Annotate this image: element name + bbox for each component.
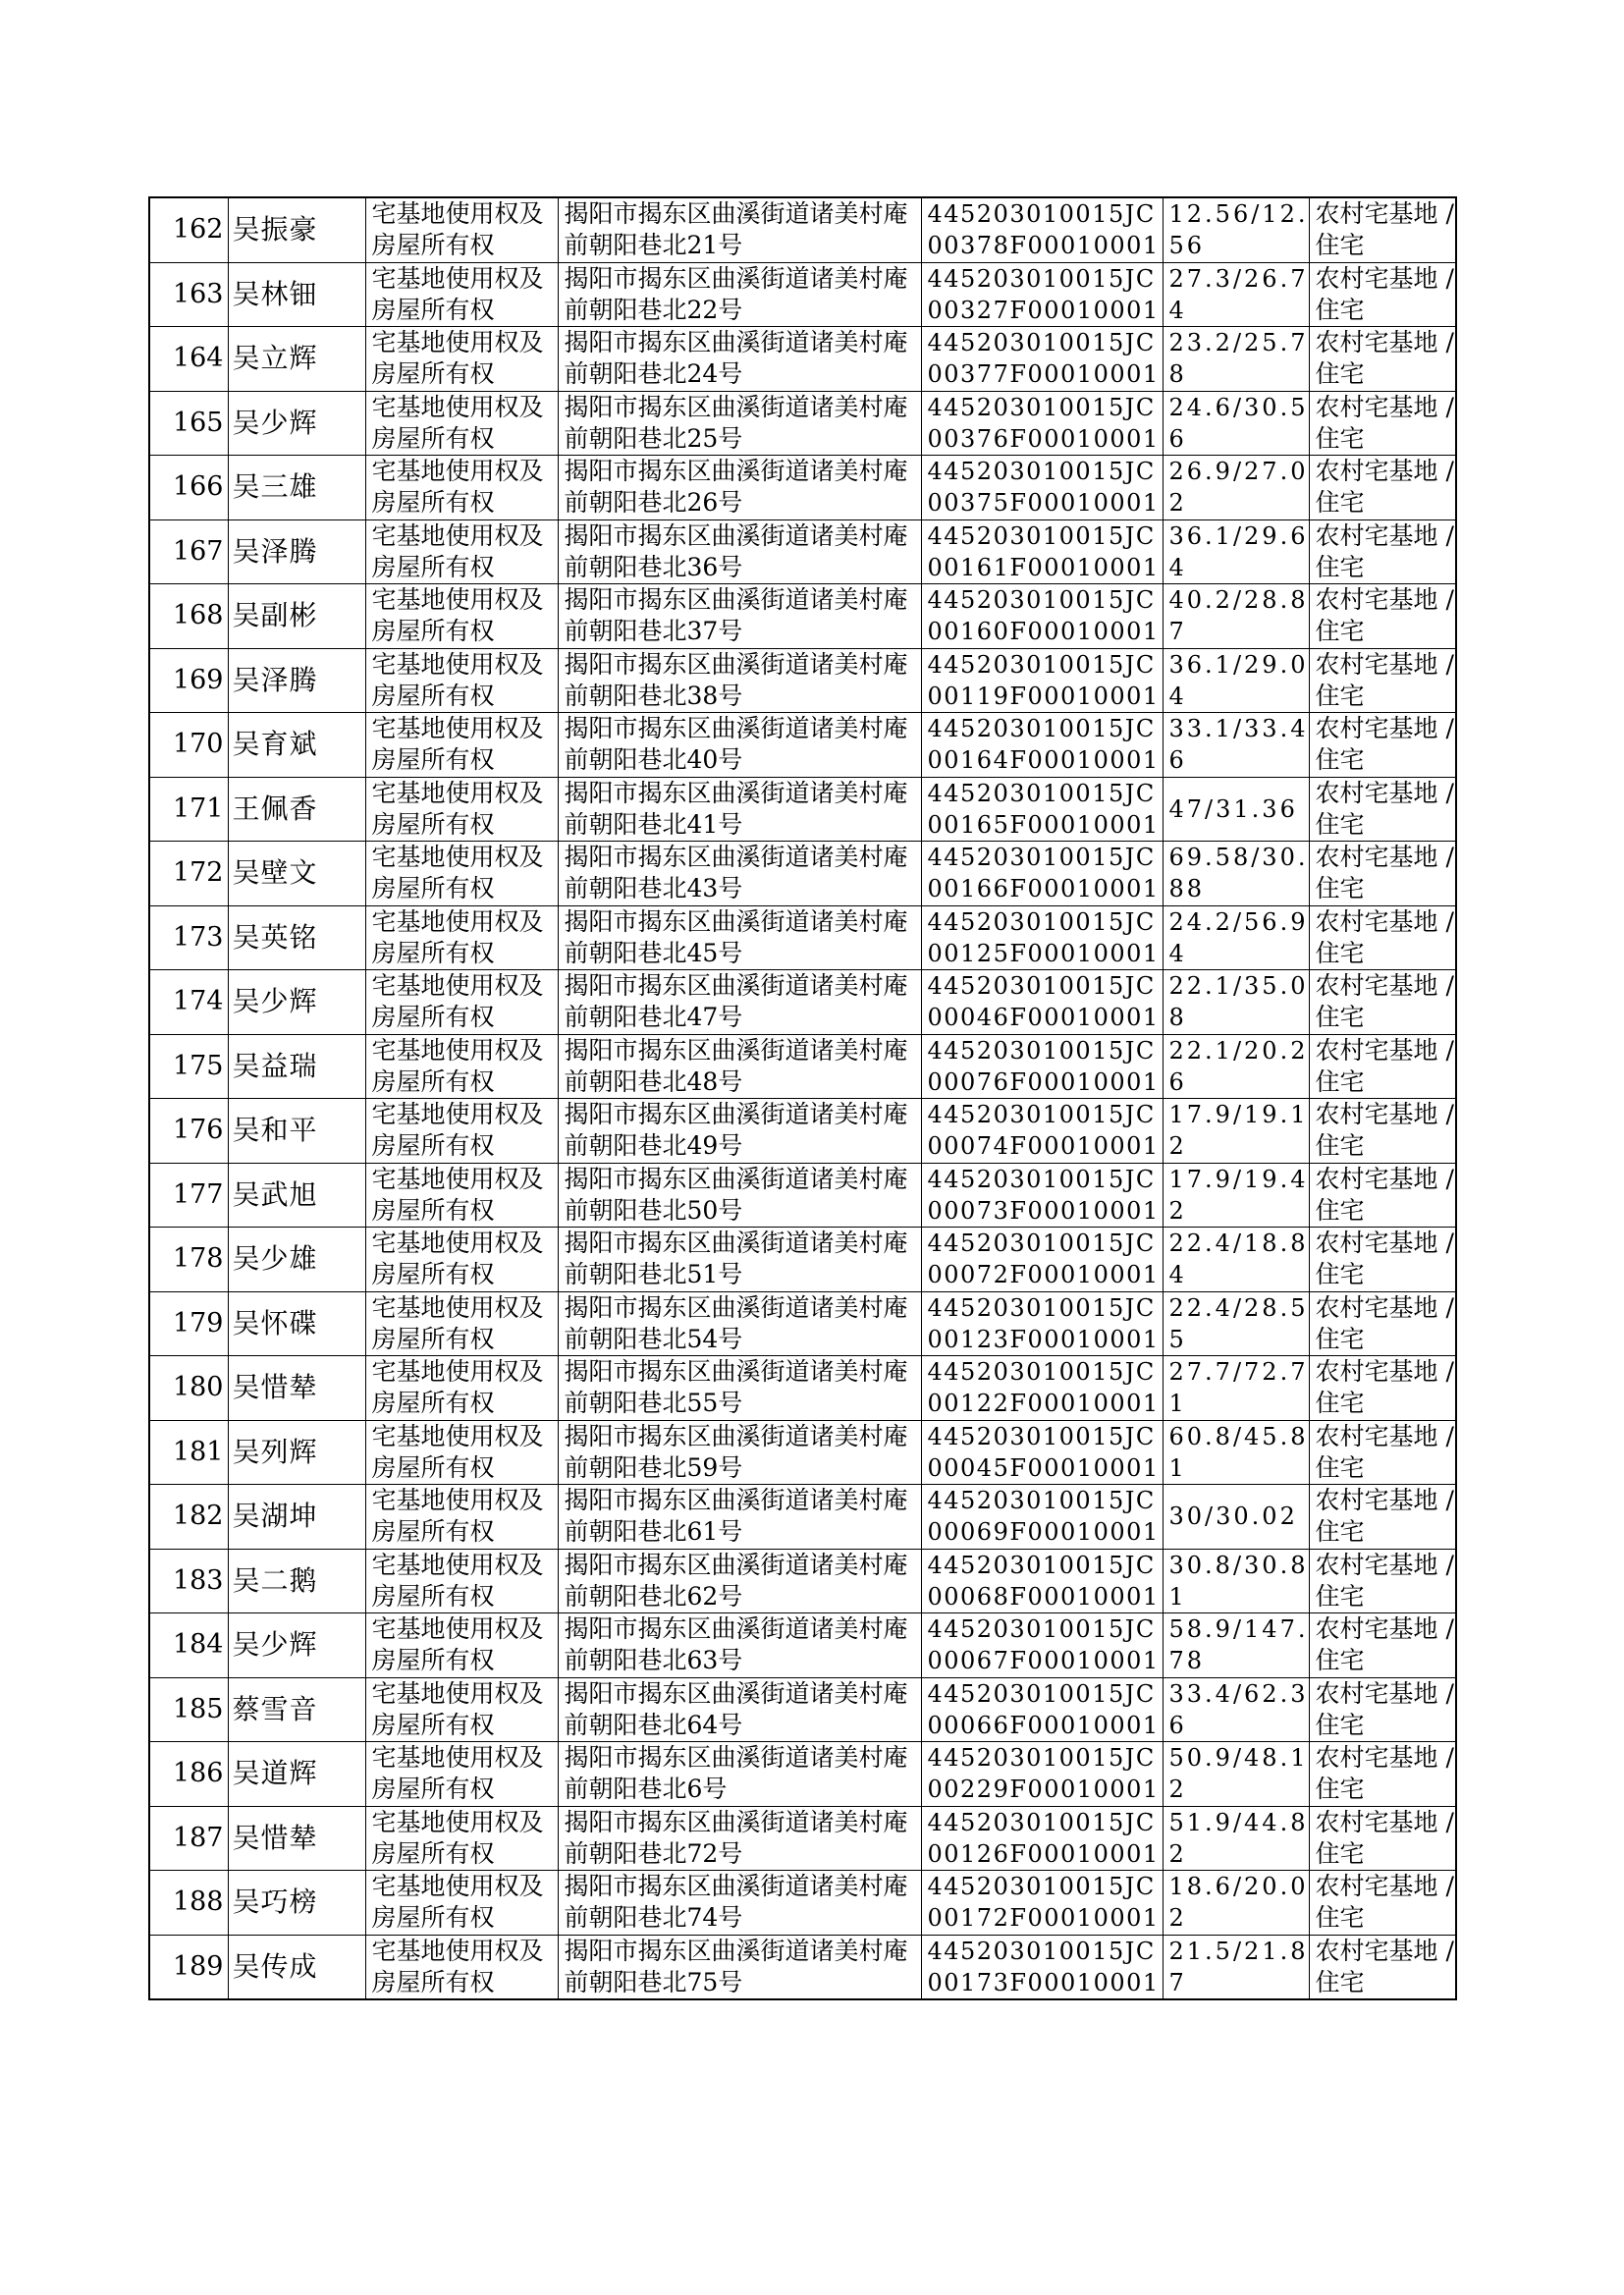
area-cell: 33.4/62.36 [1163,1677,1309,1742]
unit-code-cell: 445203010015JC00377F00010001 [921,327,1163,392]
owner-name-cell: 吴壁文 [228,842,365,906]
land-use-cell: 农村宅基地 / 住宅 [1309,842,1456,906]
table-row [149,842,1456,906]
area-cell: 36.1/29.04 [1163,648,1309,713]
right-type-cell: 宅基地使用权及房屋所有权 [365,1549,558,1613]
owner-name-cell: 吴副彬 [228,584,365,649]
table-row [149,905,1456,970]
address-cell: 揭阳市揭东区曲溪街道诸美村庵前朝阳巷北40号 [558,713,921,778]
area-cell: 12.56/12.56 [1163,197,1309,262]
row-number-cell: 183 [149,1549,228,1613]
unit-code-cell: 445203010015JC00229F00010001 [921,1742,1163,1807]
table-row [149,262,1456,327]
right-type-cell: 宅基地使用权及房屋所有权 [365,1228,558,1292]
owner-name-cell: 吴少辉 [228,1613,365,1678]
table-row [149,777,1456,842]
unit-code-cell: 445203010015JC00066F00010001 [921,1677,1163,1742]
area-cell: 30.8/30.81 [1163,1549,1309,1613]
address-cell: 揭阳市揭东区曲溪街道诸美村庵前朝阳巷北25号 [558,391,921,456]
unit-code-cell: 445203010015JC00076F00010001 [921,1034,1163,1099]
unit-code-cell: 445203010015JC00067F00010001 [921,1613,1163,1678]
land-use-cell: 农村宅基地 / 住宅 [1309,1291,1456,1356]
table-row [149,1613,1456,1678]
right-type-cell: 宅基地使用权及房屋所有权 [365,842,558,906]
row-number-cell: 176 [149,1099,228,1164]
row-number-cell: 166 [149,456,228,520]
unit-code-cell: 445203010015JC00173F00010001 [921,1935,1163,1999]
address-cell: 揭阳市揭东区曲溪街道诸美村庵前朝阳巷北50号 [558,1163,921,1228]
address-cell: 揭阳市揭东区曲溪街道诸美村庵前朝阳巷北64号 [558,1677,921,1742]
right-type-cell: 宅基地使用权及房屋所有权 [365,1356,558,1421]
address-cell: 揭阳市揭东区曲溪街道诸美村庵前朝阳巷北74号 [558,1871,921,1936]
address-cell: 揭阳市揭东区曲溪街道诸美村庵前朝阳巷北47号 [558,970,921,1035]
address-cell: 揭阳市揭东区曲溪街道诸美村庵前朝阳巷北24号 [558,327,921,392]
right-type-cell: 宅基地使用权及房屋所有权 [365,327,558,392]
owner-name-cell: 吴三雄 [228,456,365,520]
area-cell: 47/31.36 [1163,777,1309,842]
row-number-cell: 162 [149,197,228,262]
row-number-cell: 172 [149,842,228,906]
right-type-cell: 宅基地使用权及房屋所有权 [365,197,558,262]
row-number-cell: 175 [149,1034,228,1099]
owner-name-cell: 吴立辉 [228,327,365,392]
area-cell: 27.7/72.71 [1163,1356,1309,1421]
area-cell: 60.8/45.81 [1163,1420,1309,1485]
area-cell: 27.3/26.74 [1163,262,1309,327]
address-cell: 揭阳市揭东区曲溪街道诸美村庵前朝阳巷北6号 [558,1742,921,1807]
address-cell: 揭阳市揭东区曲溪街道诸美村庵前朝阳巷北36号 [558,519,921,584]
address-cell: 揭阳市揭东区曲溪街道诸美村庵前朝阳巷北51号 [558,1228,921,1292]
row-number-cell: 178 [149,1228,228,1292]
owner-name-cell: 王佩香 [228,777,365,842]
address-cell: 揭阳市揭东区曲溪街道诸美村庵前朝阳巷北62号 [558,1549,921,1613]
owner-name-cell: 吴英铭 [228,905,365,970]
address-cell: 揭阳市揭东区曲溪街道诸美村庵前朝阳巷北59号 [558,1420,921,1485]
unit-code-cell: 445203010015JC00378F00010001 [921,197,1163,262]
address-cell: 揭阳市揭东区曲溪街道诸美村庵前朝阳巷北26号 [558,456,921,520]
row-number-cell: 168 [149,584,228,649]
land-use-cell: 农村宅基地 / 住宅 [1309,1485,1456,1550]
unit-code-cell: 445203010015JC00160F00010001 [921,584,1163,649]
land-use-cell: 农村宅基地 / 住宅 [1309,905,1456,970]
row-number-cell: 185 [149,1677,228,1742]
table-row [149,1549,1456,1613]
table-row [149,456,1456,520]
land-use-cell: 农村宅基地 / 住宅 [1309,391,1456,456]
unit-code-cell: 445203010015JC00072F00010001 [921,1228,1163,1292]
area-cell: 40.2/28.87 [1163,584,1309,649]
unit-code-cell: 445203010015JC00119F00010001 [921,648,1163,713]
table-row [149,1099,1456,1164]
unit-code-cell: 445203010015JC00126F00010001 [921,1806,1163,1871]
area-cell: 22.1/20.26 [1163,1034,1309,1099]
table-row [149,1742,1456,1807]
area-cell: 22.4/18.84 [1163,1228,1309,1292]
area-cell: 22.4/28.55 [1163,1291,1309,1356]
owner-name-cell: 吴和平 [228,1099,365,1164]
land-use-cell: 农村宅基地 / 住宅 [1309,1677,1456,1742]
address-cell: 揭阳市揭东区曲溪街道诸美村庵前朝阳巷北43号 [558,842,921,906]
right-type-cell: 宅基地使用权及房屋所有权 [365,1742,558,1807]
row-number-cell: 177 [149,1163,228,1228]
land-use-cell: 农村宅基地 / 住宅 [1309,1742,1456,1807]
unit-code-cell: 445203010015JC00165F00010001 [921,777,1163,842]
address-cell: 揭阳市揭东区曲溪街道诸美村庵前朝阳巷北61号 [558,1485,921,1550]
unit-code-cell: 445203010015JC00045F00010001 [921,1420,1163,1485]
owner-name-cell: 吴列辉 [228,1420,365,1485]
unit-code-cell: 445203010015JC00068F00010001 [921,1549,1163,1613]
owner-name-cell: 吴泽腾 [228,519,365,584]
area-cell: 18.6/20.02 [1163,1871,1309,1936]
land-use-cell: 农村宅基地 / 住宅 [1309,1420,1456,1485]
owner-name-cell: 吴二鹅 [228,1549,365,1613]
address-cell: 揭阳市揭东区曲溪街道诸美村庵前朝阳巷北48号 [558,1034,921,1099]
row-number-cell: 184 [149,1613,228,1678]
right-type-cell: 宅基地使用权及房屋所有权 [365,1613,558,1678]
land-use-cell: 农村宅基地 / 住宅 [1309,1228,1456,1292]
right-type-cell: 宅基地使用权及房屋所有权 [365,1420,558,1485]
right-type-cell: 宅基地使用权及房屋所有权 [365,456,558,520]
right-type-cell: 宅基地使用权及房屋所有权 [365,1935,558,1999]
right-type-cell: 宅基地使用权及房屋所有权 [365,1485,558,1550]
row-number-cell: 180 [149,1356,228,1421]
unit-code-cell: 445203010015JC00172F00010001 [921,1871,1163,1936]
unit-code-cell: 445203010015JC00122F00010001 [921,1356,1163,1421]
table-row [149,197,1456,262]
registry-table [148,196,1462,2000]
address-cell: 揭阳市揭东区曲溪街道诸美村庵前朝阳巷北49号 [558,1099,921,1164]
owner-name-cell: 吴少雄 [228,1228,365,1292]
land-use-cell: 农村宅基地 / 住宅 [1309,1871,1456,1936]
area-cell: 24.2/56.94 [1163,905,1309,970]
right-type-cell: 宅基地使用权及房屋所有权 [365,777,558,842]
area-cell: 17.9/19.42 [1163,1163,1309,1228]
unit-code-cell: 445203010015JC00166F00010001 [921,842,1163,906]
land-use-cell: 农村宅基地 / 住宅 [1309,1806,1456,1871]
owner-name-cell: 蔡雪音 [228,1677,365,1742]
right-type-cell: 宅基地使用权及房屋所有权 [365,648,558,713]
owner-name-cell: 吴湖坤 [228,1485,365,1550]
table-row [149,1356,1456,1421]
area-cell: 26.9/27.02 [1163,456,1309,520]
area-cell: 51.9/44.82 [1163,1806,1309,1871]
owner-name-cell: 吴泽腾 [228,648,365,713]
table-row [149,713,1456,778]
right-type-cell: 宅基地使用权及房屋所有权 [365,1806,558,1871]
table-row [149,1420,1456,1485]
land-use-cell: 农村宅基地 / 住宅 [1309,327,1456,392]
address-cell: 揭阳市揭东区曲溪街道诸美村庵前朝阳巷北55号 [558,1356,921,1421]
land-use-cell: 农村宅基地 / 住宅 [1309,777,1456,842]
land-use-cell: 农村宅基地 / 住宅 [1309,519,1456,584]
address-cell: 揭阳市揭东区曲溪街道诸美村庵前朝阳巷北45号 [558,905,921,970]
right-type-cell: 宅基地使用权及房屋所有权 [365,1871,558,1936]
right-type-cell: 宅基地使用权及房屋所有权 [365,1163,558,1228]
land-use-cell: 农村宅基地 / 住宅 [1309,713,1456,778]
address-cell: 揭阳市揭东区曲溪街道诸美村庵前朝阳巷北41号 [558,777,921,842]
right-type-cell: 宅基地使用权及房屋所有权 [365,970,558,1035]
table-body [149,197,1462,1999]
table-row [149,327,1456,392]
area-cell: 69.58/30.88 [1163,842,1309,906]
land-use-cell: 农村宅基地 / 住宅 [1309,197,1456,262]
unit-code-cell: 445203010015JC00375F00010001 [921,456,1163,520]
table-row [149,1034,1456,1099]
area-cell: 24.6/30.56 [1163,391,1309,456]
table-row [149,1228,1456,1292]
land-use-cell: 农村宅基地 / 住宅 [1309,1549,1456,1613]
table-row [149,970,1456,1035]
unit-code-cell: 445203010015JC00125F00010001 [921,905,1163,970]
unit-code-cell: 445203010015JC00046F00010001 [921,970,1163,1035]
address-cell: 揭阳市揭东区曲溪街道诸美村庵前朝阳巷北63号 [558,1613,921,1678]
table-row [149,1291,1456,1356]
owner-name-cell: 吴怀碟 [228,1291,365,1356]
address-cell: 揭阳市揭东区曲溪街道诸美村庵前朝阳巷北72号 [558,1806,921,1871]
right-type-cell: 宅基地使用权及房屋所有权 [365,1099,558,1164]
land-use-cell: 农村宅基地 / 住宅 [1309,456,1456,520]
owner-name-cell: 吴林钿 [228,262,365,327]
row-number-cell: 179 [149,1291,228,1356]
row-number-cell: 171 [149,777,228,842]
table-row [149,391,1456,456]
row-number-cell: 169 [149,648,228,713]
right-type-cell: 宅基地使用权及房屋所有权 [365,905,558,970]
owner-name-cell: 吴育斌 [228,713,365,778]
unit-code-cell: 445203010015JC00164F00010001 [921,713,1163,778]
row-number-cell: 170 [149,713,228,778]
land-use-cell: 农村宅基地 / 住宅 [1309,1163,1456,1228]
right-type-cell: 宅基地使用权及房屋所有权 [365,391,558,456]
address-cell: 揭阳市揭东区曲溪街道诸美村庵前朝阳巷北37号 [558,584,921,649]
address-cell: 揭阳市揭东区曲溪街道诸美村庵前朝阳巷北75号 [558,1935,921,1999]
land-use-cell: 农村宅基地 / 住宅 [1309,970,1456,1035]
land-use-cell: 农村宅基地 / 住宅 [1309,1935,1456,1999]
area-cell: 58.9/147.78 [1163,1613,1309,1678]
row-number-cell: 181 [149,1420,228,1485]
row-number-cell: 167 [149,519,228,584]
row-number-cell: 189 [149,1935,228,1999]
land-use-cell: 农村宅基地 / 住宅 [1309,584,1456,649]
owner-name-cell: 吴武旭 [228,1163,365,1228]
table-row [149,584,1456,649]
row-number-cell: 163 [149,262,228,327]
row-number-cell: 182 [149,1485,228,1550]
owner-name-cell: 吴益瑞 [228,1034,365,1099]
row-number-cell: 165 [149,391,228,456]
table-row [149,1163,1456,1228]
area-cell: 36.1/29.64 [1163,519,1309,584]
area-cell: 50.9/48.12 [1163,1742,1309,1807]
row-number-cell: 186 [149,1742,228,1807]
land-use-cell: 农村宅基地 / 住宅 [1309,1099,1456,1164]
right-type-cell: 宅基地使用权及房屋所有权 [365,519,558,584]
right-type-cell: 宅基地使用权及房屋所有权 [365,1291,558,1356]
row-number-cell: 174 [149,970,228,1035]
area-cell: 22.1/35.08 [1163,970,1309,1035]
address-cell: 揭阳市揭东区曲溪街道诸美村庵前朝阳巷北22号 [558,262,921,327]
right-type-cell: 宅基地使用权及房屋所有权 [365,1034,558,1099]
land-use-cell: 农村宅基地 / 住宅 [1309,648,1456,713]
unit-code-cell: 445203010015JC00327F00010001 [921,262,1163,327]
row-number-cell: 187 [149,1806,228,1871]
owner-name-cell: 吴振豪 [228,197,365,262]
owner-name-cell: 吴传成 [228,1935,365,1999]
table-row [149,648,1456,713]
unit-code-cell: 445203010015JC00376F00010001 [921,391,1163,456]
address-cell: 揭阳市揭东区曲溪街道诸美村庵前朝阳巷北38号 [558,648,921,713]
unit-code-cell: 445203010015JC00069F00010001 [921,1485,1163,1550]
owner-name-cell: 吴少辉 [228,970,365,1035]
address-cell: 揭阳市揭东区曲溪街道诸美村庵前朝阳巷北21号 [558,197,921,262]
area-cell: 21.5/21.87 [1163,1935,1309,1999]
row-number-cell: 173 [149,905,228,970]
owner-name-cell: 吴惜辇 [228,1806,365,1871]
row-number-cell: 164 [149,327,228,392]
address-cell: 揭阳市揭东区曲溪街道诸美村庵前朝阳巷北54号 [558,1291,921,1356]
table-row [149,1485,1456,1550]
owner-name-cell: 吴少辉 [228,391,365,456]
unit-code-cell: 445203010015JC00123F00010001 [921,1291,1163,1356]
right-type-cell: 宅基地使用权及房屋所有权 [365,713,558,778]
owner-name-cell: 吴道辉 [228,1742,365,1807]
table-row [149,1935,1456,1999]
area-cell: 17.9/19.12 [1163,1099,1309,1164]
owner-name-cell: 吴巧榜 [228,1871,365,1936]
land-use-cell: 农村宅基地 / 住宅 [1309,1034,1456,1099]
table-row [149,1677,1456,1742]
table-row [149,1871,1456,1936]
unit-code-cell: 445203010015JC00161F00010001 [921,519,1163,584]
land-use-cell: 农村宅基地 / 住宅 [1309,262,1456,327]
right-type-cell: 宅基地使用权及房屋所有权 [365,584,558,649]
land-use-cell: 农村宅基地 / 住宅 [1309,1613,1456,1678]
right-type-cell: 宅基地使用权及房屋所有权 [365,262,558,327]
area-cell: 23.2/25.78 [1163,327,1309,392]
land-use-cell: 农村宅基地 / 住宅 [1309,1356,1456,1421]
area-cell: 30/30.02 [1163,1485,1309,1550]
table-row [149,519,1456,584]
table-row [149,1806,1456,1871]
unit-code-cell: 445203010015JC00074F00010001 [921,1099,1163,1164]
area-cell: 33.1/33.46 [1163,713,1309,778]
owner-name-cell: 吴惜辇 [228,1356,365,1421]
right-type-cell: 宅基地使用权及房屋所有权 [365,1677,558,1742]
unit-code-cell: 445203010015JC00073F00010001 [921,1163,1163,1228]
row-number-cell: 188 [149,1871,228,1936]
